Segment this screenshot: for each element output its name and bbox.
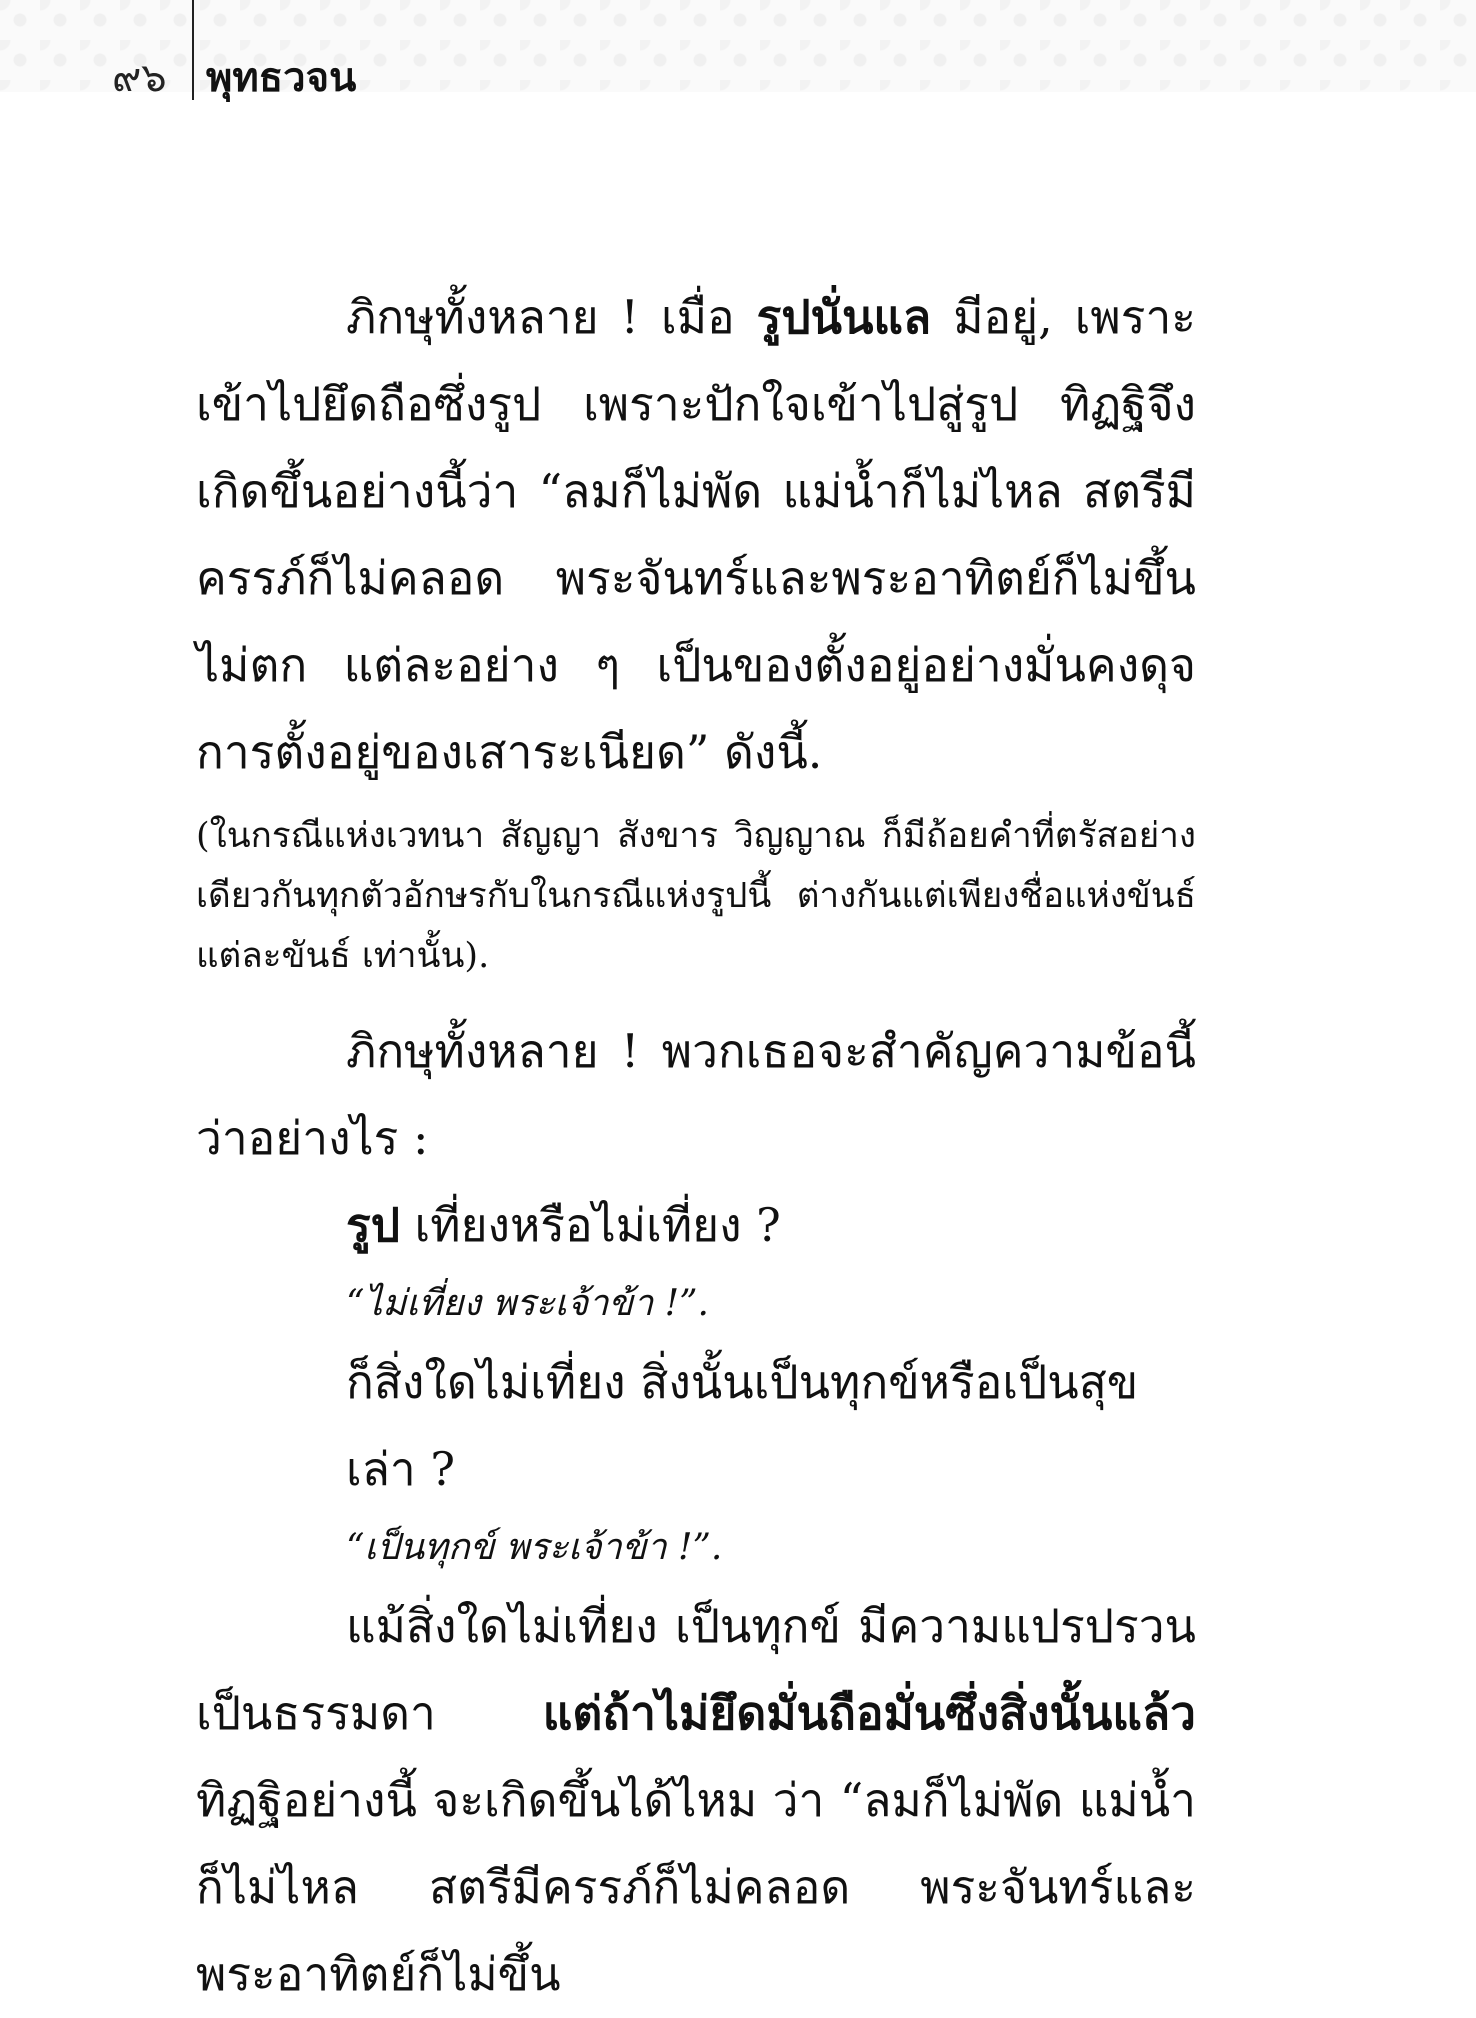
page-body [196, 274, 1196, 2018]
answer-1: “ไม่เที่ยง พระเจ้าข้า !”. [346, 1283, 709, 1324]
question-1-bold: รูป [346, 1198, 400, 1252]
paragraph-1-text-c: มีอยู่, เพราะเข้าไปยึดถือซึ่งรูป เพราะปักใจเข้าไปสู่รูป ทิฏฐิจึงเกิดขึ้นอย่างนี้ว่า “ลมก็ไม่พัด แม่น้ำก็ไม่ไหล สตรีมีครรภ์ก็ไม่คลอด พระจันทร์และพระอาทิตย์ก็ไม่ขึ้นไม่ตก แต่ละอย่าง ๆ เป็นของตั้งอยู่อย่างมั่นคงดุจการตั้งอยู่ของเสาระเนียด” ดังนี้. [196, 290, 1196, 779]
paragraph-2: ภิกษุทั้งหลาย ! พวกเธอจะสำคัญความข้อนี้ว่าอย่างไร : [196, 1024, 1196, 1165]
question-1 [346, 1182, 1196, 1269]
paragraph-3-text-a: แม้สิ่งใดไม่เที่ยง เป็นทุกข์ มีความแปรปรวนเป็นธรรมดา [196, 1599, 1196, 1740]
running-title: พุทธวจน [206, 54, 357, 101]
answer-2: “เป็นทุกข์ พระเจ้าข้า !”. [346, 1527, 723, 1568]
paragraph-3 [196, 1583, 1196, 2018]
question-2: ก็สิ่งใดไม่เที่ยง สิ่งนั้นเป็นทุกข์หรือเป็นสุขเล่า ? [346, 1355, 1139, 1496]
paragraph-1-text-a: ภิกษุทั้งหลาย ! เมื่อ [346, 290, 757, 344]
paragraph-1-bold: รูปนั่นแล [756, 290, 932, 344]
paragraph-3-bold: แต่ถ้าไม่ยึดมั่นถือมั่นซึ่งสิ่งนั้นแล้ว [542, 1686, 1196, 1740]
editorial-note: (ในกรณีแห่งเวทนา สัญญา สังขาร วิญญาณ ก็มีถ้อยคำที่ตรัสอย่างเดียวกันทุกตัวอักษรกับในกรณีแห่งรูปนี้ ต่างกันแต่เพียงชื่อแห่งขันธ์แต่ละขันธ์ เท่านั้น). [196, 816, 1196, 976]
page-number: ๙๖ [112, 55, 167, 101]
paragraph-1 [196, 274, 1196, 796]
question-1-text: เที่ยงหรือไม่เที่ยง ? [399, 1198, 781, 1252]
paragraph-3-text-c: ทิฏฐิอย่างนี้ จะเกิดขึ้นได้ไหม ว่า “ลมก็ไม่พัด แม่น้ำก็ไม่ไหล สตรีมีครรภ์ก็ไม่คลอด พระจันทร์และพระอาทิตย์ก็ไม่ขึ้น [196, 1773, 1196, 2001]
header-divider [192, 0, 194, 100]
